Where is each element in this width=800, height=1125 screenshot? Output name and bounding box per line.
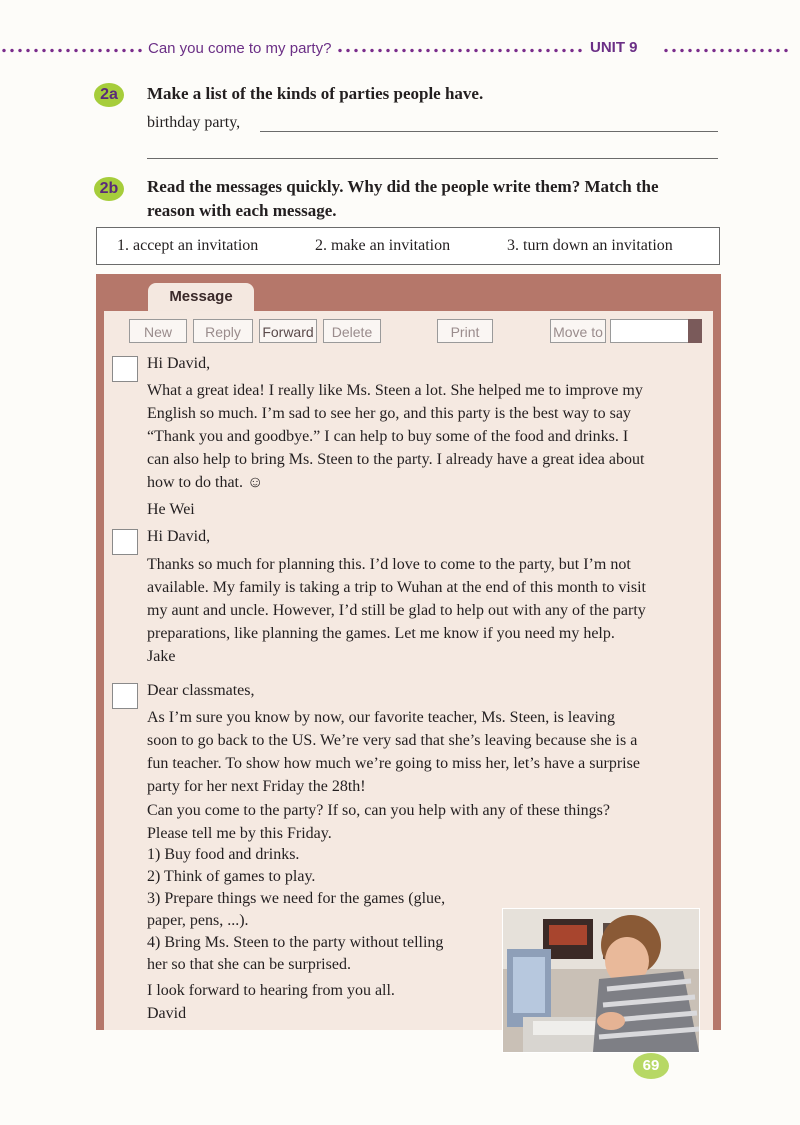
reason-option-3: 3. turn down an invitation (507, 237, 673, 254)
message-2-line: my aunt and uncle. However, I’d still be glad to help out with any of the party (147, 602, 646, 619)
reply-button[interactable]: Reply (193, 319, 253, 343)
message-3-line: Please tell me by this Friday. (147, 825, 332, 842)
task-title-2b-line1: Read the messages quickly. Why did the people write them? Match the (147, 177, 659, 196)
match-checkbox-3[interactable] (112, 683, 138, 709)
delete-button[interactable]: Delete (323, 319, 381, 343)
move-to-button[interactable]: Move to (550, 319, 606, 343)
message-3-line: Can you come to the party? If so, can you help with any of these things? (147, 802, 610, 819)
boy-at-computer-photo (502, 908, 700, 1053)
message-2-line: preparations, like planning the games. Let me know if you need my help. (147, 625, 615, 642)
reason-options-box (96, 227, 720, 265)
task-list-item: her so that she can be surprised. (147, 956, 351, 973)
answer-line-1[interactable] (260, 131, 718, 132)
message-2-line: Thanks so much for planning this. I’d love to come to the party, but I’m not (147, 556, 631, 573)
task-title-2a: Make a list of the kinds of parties people have. (147, 84, 484, 103)
message-1-line: “Thank you and goodbye.” I can help to buy some of the food and drinks. I (147, 428, 629, 445)
message-3-line: soon to go back to the US. We’re very sad that she’s leaving because she is a (147, 732, 638, 749)
reason-option-2: 2. make an invitation (315, 237, 451, 254)
task-title-2b-line2: reason with each message. (147, 201, 337, 220)
message-body (104, 311, 713, 1030)
answer-line-2[interactable] (147, 158, 718, 159)
header-dots-middle (336, 48, 586, 53)
answer-prompt: birthday party, (147, 114, 241, 131)
print-button[interactable]: Print (437, 319, 493, 343)
page-header (0, 38, 800, 62)
message-tab[interactable]: Message (148, 283, 254, 311)
message-2-signature: Jake (147, 648, 176, 665)
task-list-item: paper, pens, ...). (147, 912, 249, 929)
message-1-line: What a great idea! I really like Ms. Steen a lot. She helped me to improve my (147, 382, 643, 399)
message-1-line: how to do that. ☺ (147, 474, 264, 491)
message-1-greeting: Hi David, (147, 355, 211, 372)
message-3-greeting: Dear classmates, (147, 682, 255, 699)
message-2-line: available. My family is taking a trip to Wuhan at the end of this month to visit (147, 579, 646, 596)
message-1-signature: He Wei (147, 501, 195, 518)
move-to-input[interactable] (610, 319, 700, 343)
forward-button[interactable]: Forward (259, 319, 317, 343)
message-2-greeting: Hi David, (147, 528, 211, 545)
task-list-item: 1) Buy food and drinks. (147, 846, 300, 863)
new-button[interactable]: New (129, 319, 187, 343)
match-checkbox-2[interactable] (112, 529, 138, 555)
message-3-line: fun teacher. To show how much we’re going to miss her, let’s have a surprise (147, 755, 640, 772)
task-list-item: 4) Bring Ms. Steen to the party without telling (147, 934, 444, 951)
task-list-item: 3) Prepare things we need for the games (glue, (147, 890, 446, 907)
task-badge-2a: 2a (94, 83, 124, 107)
move-to-dropdown-arrow[interactable] (688, 319, 702, 343)
header-dots-left (0, 48, 146, 53)
match-checkbox-1[interactable] (112, 356, 138, 382)
unit-title: Can you come to my party? (148, 40, 332, 57)
message-1-line: English so much. I’m sad to see her go, and this party is the best way to say (147, 405, 631, 422)
message-3-signature: David (147, 1005, 187, 1022)
message-window (96, 274, 721, 1030)
message-3-closing: I look forward to hearing from you all. (147, 982, 395, 999)
unit-number: UNIT 9 (590, 39, 638, 56)
message-3-line: As I’m sure you know by now, our favorite teacher, Ms. Steen, is leaving (147, 709, 615, 726)
reason-option-1: 1. accept an invitation (117, 237, 259, 254)
header-dots-right (662, 48, 792, 53)
photo-illustration (503, 909, 699, 1052)
task-badge-2b: 2b (94, 177, 124, 201)
message-1-line: can also help to bring Ms. Steen to the party. I already have a great idea about (147, 451, 645, 468)
task-list-item: 2) Think of games to play. (147, 868, 316, 885)
message-3-line: party for her next Friday the 28th! (147, 778, 366, 795)
page-number: 69 (633, 1053, 669, 1079)
